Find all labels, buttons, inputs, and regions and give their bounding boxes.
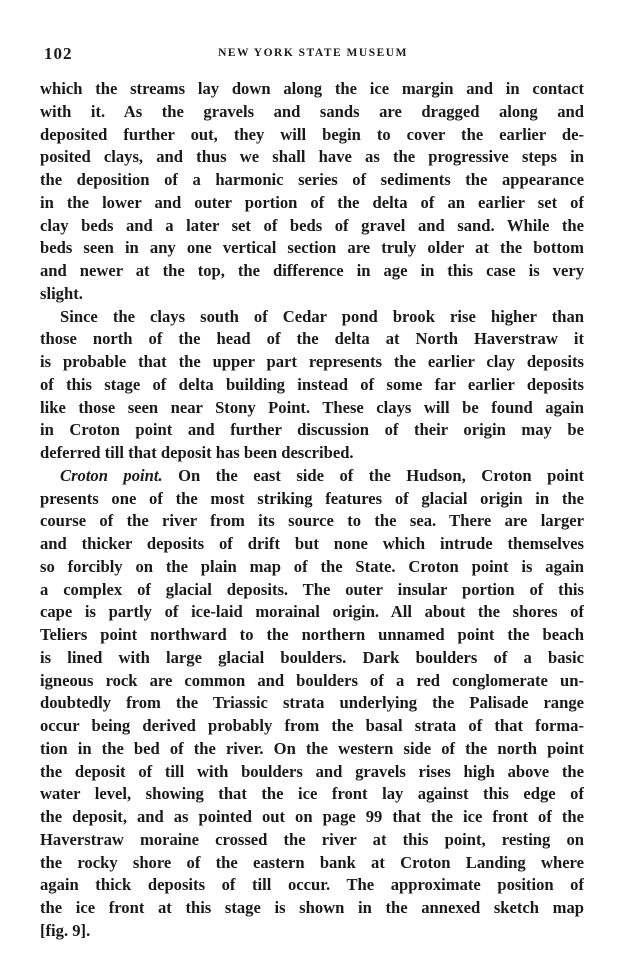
text-line: occur being derived probably from the basal strata of that forma- (40, 716, 584, 735)
text-line: posited clays, and thus we shall have as the progressive steps in (40, 147, 584, 167)
paragraph (40, 465, 584, 943)
text-line: is probable that the upper part represents the earlier clay deposits (40, 352, 584, 371)
text-line: clay beds and a later set of beds of gravel and sand. While the (40, 215, 584, 235)
text-line: beds seen in any one vertical section are truly older at the bottom (40, 238, 584, 258)
text-line: is lined with large glacial boulders. Dark boulders of a basic (40, 647, 584, 667)
page-number: 102 (44, 44, 73, 63)
text-line: in the lower and outer portion of the delta of an earlier set of (40, 192, 584, 212)
text-line: water level, showing that the ice front lay against this edge of (40, 784, 584, 804)
text-line: with it. As the gravels and sands are dragged along and (40, 101, 584, 121)
paragraph (40, 306, 584, 465)
text-line: like those seen near Stony Point. These clays will be found again (40, 397, 584, 417)
text-line: those north of the head of the delta at North Haverstraw it (40, 329, 584, 349)
text-line: course of the river from its source to the sea. There are larger (40, 511, 584, 531)
text-line: the rocky shore of the eastern bank at Croton Landing where (40, 852, 584, 872)
text-line: the deposit of till with boulders and gravels rises high above the (40, 761, 584, 781)
text-line: Since the clays south of Cedar pond brook rise higher than (60, 306, 584, 326)
text-line: doubtedly from the Triassic strata underlying the Palisade range (40, 693, 584, 713)
text-line: the deposit, and as pointed out on page 99 that the ice front of the (40, 807, 584, 826)
text-line: cape is partly of ice-laid morainal origin. All about the shores of (40, 602, 584, 622)
paragraph (40, 78, 584, 306)
text-line: tion in the bed of the river. On the western side of the north point (40, 738, 584, 758)
page-header (44, 44, 582, 64)
text-line: the deposition of a harmonic series of sediments the appearance (40, 170, 584, 189)
text-line: slight. (40, 283, 83, 303)
running-title: NEW YORK STATE MUSEUM (218, 47, 408, 59)
text-line: the ice front at this stage is shown in the annexed sketch map (40, 898, 584, 917)
text-line (40, 465, 584, 488)
text-run: On the east side of the Hudson, Croton point (162, 465, 584, 485)
text-line: Haverstraw moraine crossed the river at this point, resting on (40, 829, 584, 849)
text-line: and thicker deposits of drift but none which intrude themselves (40, 534, 584, 553)
text-line: in Croton point and further discussion of their origin may be (40, 420, 584, 440)
text-line: of this stage of delta building instead of some far earlier deposits (40, 374, 584, 394)
text-line: deposited further out, they will begin to cover the earlier de- (40, 124, 584, 144)
section-heading: Croton point. (60, 465, 163, 485)
text-line: [fig. 9]. (40, 920, 91, 940)
text-line: which the streams lay down along the ice margin and in contact (40, 79, 584, 98)
text-line: a complex of glacial deposits. The outer insular portion of this (40, 579, 584, 599)
text-line: Teliers point northward to the northern unnamed point the beach (40, 625, 584, 644)
text-line: deferred till that deposit has been described. (40, 443, 354, 462)
text-line: and newer at the top, the difference in age in this case is very (40, 261, 584, 280)
text-line: presents one of the most striking features of glacial origin in the (40, 488, 584, 508)
text-line: igneous rock are common and boulders of a red conglomerate un- (40, 670, 584, 690)
body-text (40, 78, 584, 943)
text-line: again thick deposits of till occur. The approximate position of (40, 875, 584, 895)
text-line: so forcibly on the plain map of the State. Croton point is again (40, 556, 584, 576)
